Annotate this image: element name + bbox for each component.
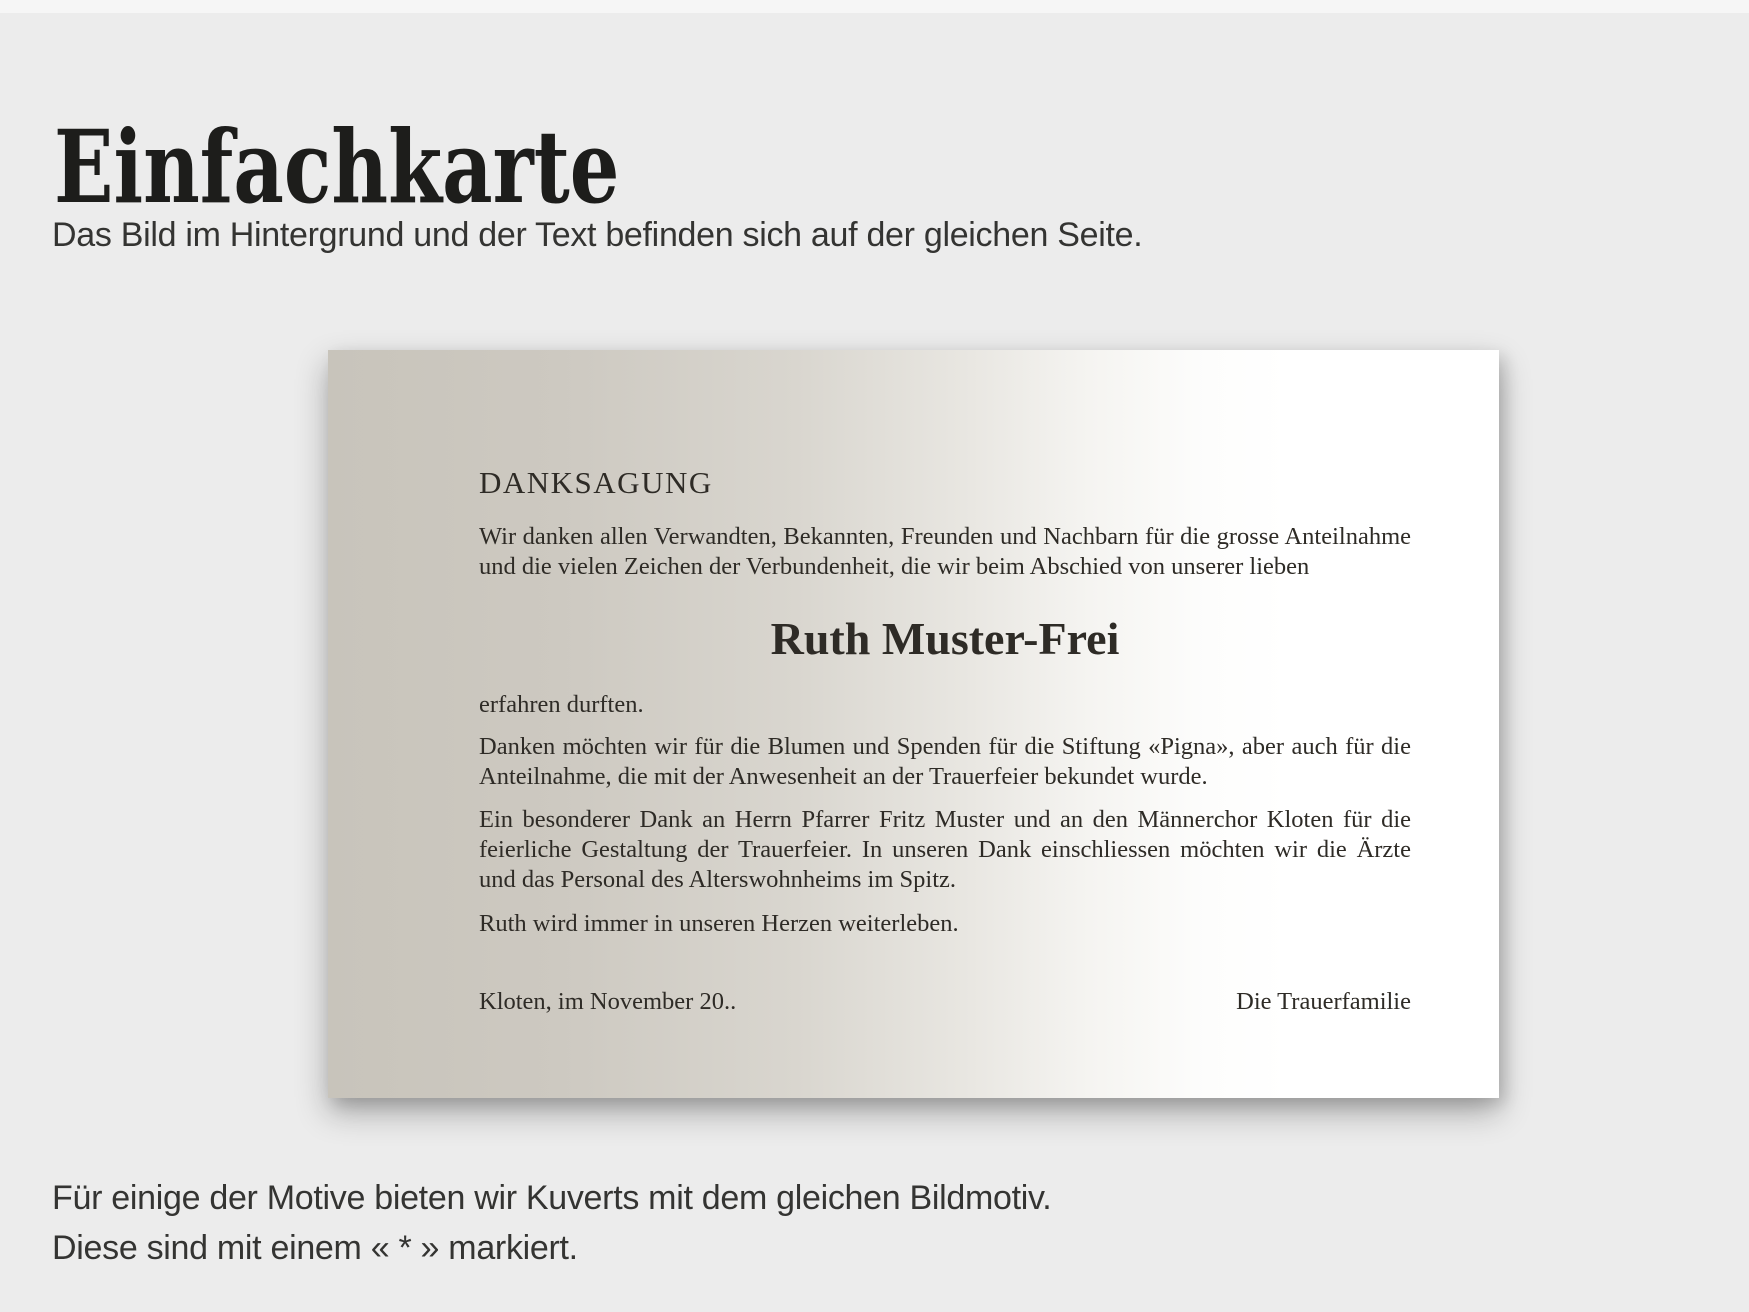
page-footer-note	[52, 1173, 1051, 1273]
danksagung-card-preview	[328, 350, 1499, 1098]
card-deceased-name: Ruth Muster-Frei	[770, 613, 1120, 664]
card-paragraph-after-name: erfahren durften.	[479, 691, 644, 718]
card-paragraph-donations: Danken möchten wir für die Blumen und Spenden für die Stiftung «Pigna», aber auch für die Anteilnahme, die mit der Anwesenheit an der Trauerfeier bekundet wurde.	[479, 733, 1411, 790]
top-strip	[0, 0, 1749, 13]
card-place-date: Kloten, im November 20..	[479, 988, 737, 1015]
card-signature-row	[479, 987, 1411, 1017]
card-paragraph-special-thanks: Ein besonderer Dank an Herrn Pfarrer Fritz Muster und an den Männerchor Kloten für die feierliche Gestaltung der Trauerfeier. In unseren Dank einschliessen möchten wir die Ärzte und das Personal des Alterswohnheims im Spitz.	[479, 806, 1411, 893]
card-heading: DANKSAGUNG	[479, 465, 713, 500]
card-paragraph-intro: Wir danken allen Verwandten, Bekannten, Freunden und Nachbarn für die grosse Anteilnahme und die vielen Zeichen der Verbundenheit, die wir beim Abschied von unserer lieben	[479, 523, 1411, 580]
page-title: Einfachkarte	[54, 108, 620, 226]
page-subtitle: Das Bild im Hintergrund und der Text befinden sich auf der gleichen Seite.	[52, 216, 1143, 254]
card-text-block	[328, 350, 1499, 1017]
footer-note-line-2: Diese sind mit einem « * » markiert.	[52, 1229, 578, 1267]
card-paragraph-closing: Ruth wird immer in unseren Herzen weiterleben.	[479, 910, 959, 937]
footer-note-line-1: Für einige der Motive bieten wir Kuverts mit dem gleichen Bildmotiv.	[52, 1179, 1052, 1217]
card-signature: Die Trauerfamilie	[1236, 988, 1411, 1015]
